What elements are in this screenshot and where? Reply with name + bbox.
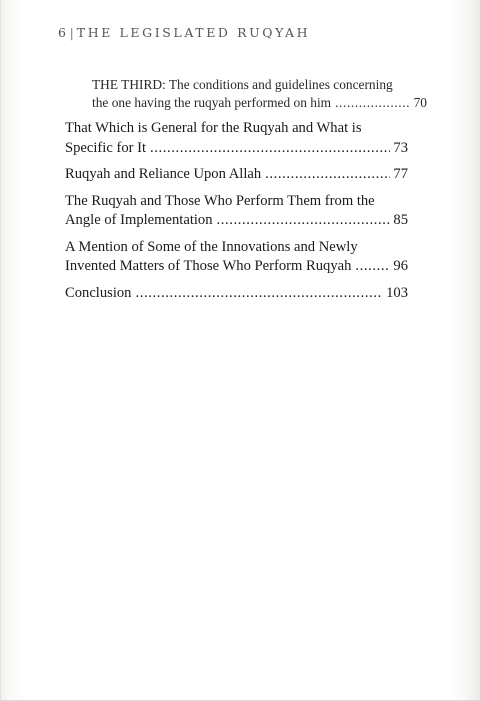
toc-entry-line [92,76,427,94]
dot-leader [335,94,411,112]
toc-entry-title-line1: That Which is General for the Ruqyah and What is [65,120,362,136]
toc-entry [65,238,408,277]
toc-entry-title-line1: Ruqyah and Reliance Upon Allah [65,166,262,182]
toc-entry-title-line2: the one having the ruqyah performed on him [92,95,332,110]
toc-entry-line [65,238,408,258]
toc-page-number: 103 [386,284,408,301]
running-header [58,25,310,40]
page-number: 6 [58,25,69,40]
toc-entry-title-line1: A Mention of Some of the Innovations and Newly [65,238,358,255]
dot-leader [150,139,390,159]
toc-entry-line [65,211,408,231]
toc-page-number: 85 [393,212,408,228]
toc-entry-title-line2: Angle of Implementation [65,212,213,228]
toc-entry-title-line1: The Ruqyah and Those Who Perform Them from the [65,192,375,209]
toc-entry-title-line1: Conclusion [65,284,132,301]
dot-leader [217,211,391,231]
book-title: THE LEGISLATED RUQYAH [76,25,311,40]
toc-entry [65,76,427,112]
dot-leader [355,257,390,277]
toc-entry [65,284,408,304]
dot-leader [135,284,383,304]
toc-entry-line [65,192,408,212]
table-of-contents [65,76,427,310]
toc-entry-line [65,119,408,139]
toc-entry-line [65,139,408,159]
dot-leader [265,165,390,185]
toc-page-number: 77 [393,166,408,182]
toc-entry [65,192,408,231]
toc-entry-title-line1: THE THIRD: The conditions and guidelines concerning [92,77,393,92]
toc-entry-title-line2: Invented Matters of Those Who Perform Ruqyah [65,258,352,274]
toc-page-number: 96 [393,258,408,274]
toc-entry-line [65,284,408,304]
toc-page-number: 73 [393,139,408,156]
toc-entry-title-line2: Specific for It [65,139,147,156]
header-separator: | [69,25,74,40]
toc-entry [65,165,408,185]
toc-page-number: 70 [413,95,427,110]
toc-entry-line [65,257,408,277]
toc-entry-line [65,165,408,185]
toc-entry-line [92,94,427,112]
toc-entry [65,119,408,158]
